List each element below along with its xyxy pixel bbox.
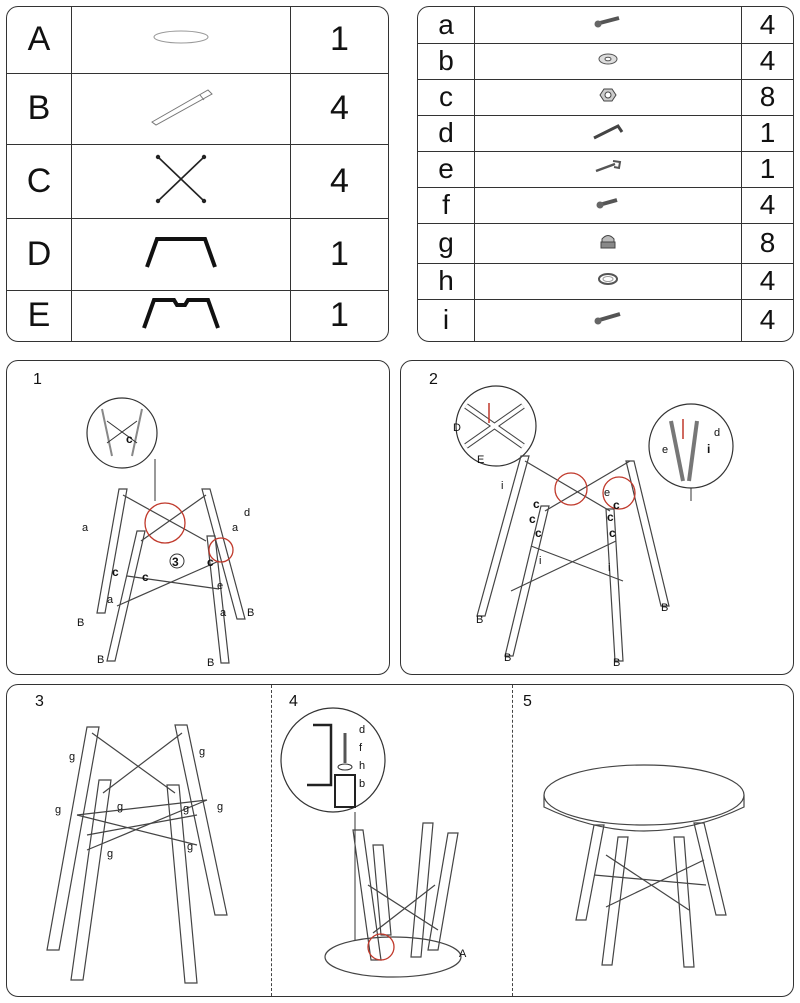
callout-label: b (359, 778, 366, 790)
bracket-frame-d-icon (143, 234, 219, 270)
bracket-frame-e-icon (140, 295, 222, 331)
divider (512, 685, 513, 996)
callout-label: g (199, 746, 206, 758)
callout-label: d (244, 507, 251, 519)
callout-label: 3 (172, 555, 179, 569)
allen-key-icon (591, 121, 625, 141)
parts-row (7, 73, 388, 144)
hardware-label: d (418, 115, 475, 151)
callout-label: d (359, 724, 366, 736)
callout-label: B (476, 614, 484, 626)
part-label: D (7, 218, 72, 290)
step-4-diagram (273, 685, 511, 995)
callout-label: B (661, 602, 669, 614)
hardware-qty: 1 (742, 115, 794, 151)
hardware-qty: 1 (742, 151, 794, 187)
short-bolt-icon (595, 196, 621, 210)
callout-label: c (529, 512, 536, 526)
part-qty: 1 (330, 20, 349, 59)
step-number: 5 (523, 693, 532, 710)
hardware-qty: 8 (742, 223, 794, 263)
callout-label: c (535, 526, 542, 540)
hardware-qty: 4 (742, 43, 794, 79)
cross-brace-icon (154, 153, 208, 205)
callout-label: i (539, 555, 542, 567)
part-qty: 1 (291, 290, 389, 341)
main-parts-panel (6, 6, 389, 342)
callout-label: c (613, 498, 620, 512)
callout-label: g (183, 803, 190, 815)
hardware-table (418, 7, 793, 341)
callout-label: B (247, 607, 255, 619)
part-label: E (7, 290, 72, 341)
callout-label: c (607, 510, 614, 524)
bottom-steps-panel (6, 684, 794, 997)
parts-row (7, 218, 388, 290)
hardware-row (418, 79, 793, 115)
part-label: A (27, 20, 51, 59)
callout-label: e (217, 580, 224, 592)
hardware-row (418, 223, 793, 263)
callout-label: h (359, 760, 366, 772)
hardware-row (418, 151, 793, 187)
callout-label: g (55, 804, 62, 816)
bolt-icon (593, 15, 623, 29)
callout-label: A (459, 948, 467, 960)
callout-label: B (504, 652, 512, 664)
parts-row (7, 144, 388, 218)
hardware-label: b (418, 43, 475, 79)
callout-label: c (126, 432, 133, 446)
step-1-diagram (7, 361, 391, 676)
callout-label: i (608, 562, 611, 574)
hardware-label: a (438, 8, 454, 40)
callout-label: g (69, 751, 76, 763)
callout-label: a (220, 607, 227, 619)
step-2-panel (400, 360, 794, 675)
main-parts-table (7, 7, 388, 341)
callout-label: i (501, 480, 504, 492)
callout-label: B (97, 654, 105, 666)
hardware-label: f (418, 187, 475, 223)
callout-label: g (217, 801, 224, 813)
hardware-qty: 8 (742, 79, 794, 115)
hardware-label: e (418, 151, 475, 187)
step-number: 4 (289, 693, 298, 710)
callout-label: a (107, 594, 114, 606)
callout-label: g (107, 848, 114, 860)
long-bolt-icon (593, 311, 623, 325)
callout-label: f (359, 742, 363, 754)
step-2-diagram (401, 361, 795, 676)
hardware-label: i (418, 299, 475, 341)
wooden-leg-icon (146, 86, 216, 126)
step-number: 2 (429, 371, 438, 388)
callout-label: e (662, 444, 669, 456)
hardware-qty: 4 (742, 187, 794, 223)
callout-label: D (453, 422, 461, 434)
flat-washer-icon (596, 52, 620, 66)
hardware-row (418, 299, 793, 341)
parts-row (7, 7, 388, 73)
part-qty: 4 (291, 73, 389, 144)
callout-label: a (82, 522, 89, 534)
step-1-panel (6, 360, 390, 675)
hardware-row (418, 187, 793, 223)
hardware-panel (417, 6, 794, 342)
step-number: 3 (35, 693, 44, 710)
hardware-row (418, 43, 793, 79)
hardware-label: c (418, 79, 475, 115)
step-3-diagram (7, 685, 267, 995)
callout-label: B (613, 657, 621, 669)
step-5-diagram (514, 685, 794, 995)
callout-label: c (112, 565, 119, 579)
round-tabletop-icon (151, 27, 211, 47)
hardware-qty: 4 (759, 8, 776, 40)
hardware-row (418, 7, 793, 43)
hardware-label: h (418, 263, 475, 299)
callout-label: c (533, 497, 540, 511)
hardware-row (418, 115, 793, 151)
callout-label: B (207, 657, 215, 669)
part-label: B (7, 73, 72, 144)
spanner-icon (593, 159, 623, 175)
parts-row (7, 290, 388, 341)
hex-nut-icon (596, 87, 620, 103)
callout-label: c (142, 570, 149, 584)
callout-label: c (609, 526, 616, 540)
callout-label: B (77, 617, 85, 629)
part-label: C (7, 144, 72, 218)
callout-label: c (207, 555, 214, 569)
callout-label: e (604, 487, 611, 499)
divider (271, 685, 272, 996)
hardware-label: g (418, 223, 475, 263)
step-number: 1 (33, 371, 42, 388)
hardware-qty: 4 (742, 263, 794, 299)
callout-label: i (707, 442, 711, 456)
hardware-qty: 4 (742, 299, 794, 341)
spring-washer-icon (596, 272, 620, 286)
callout-label: g (187, 841, 194, 853)
callout-label: g (117, 801, 124, 813)
hardware-row (418, 263, 793, 299)
cap-nut-icon (598, 231, 618, 251)
callout-label: d (714, 427, 721, 439)
callout-label: E (477, 454, 485, 466)
part-qty: 4 (291, 144, 389, 218)
callout-label: a (232, 522, 239, 534)
part-qty: 1 (291, 218, 389, 290)
